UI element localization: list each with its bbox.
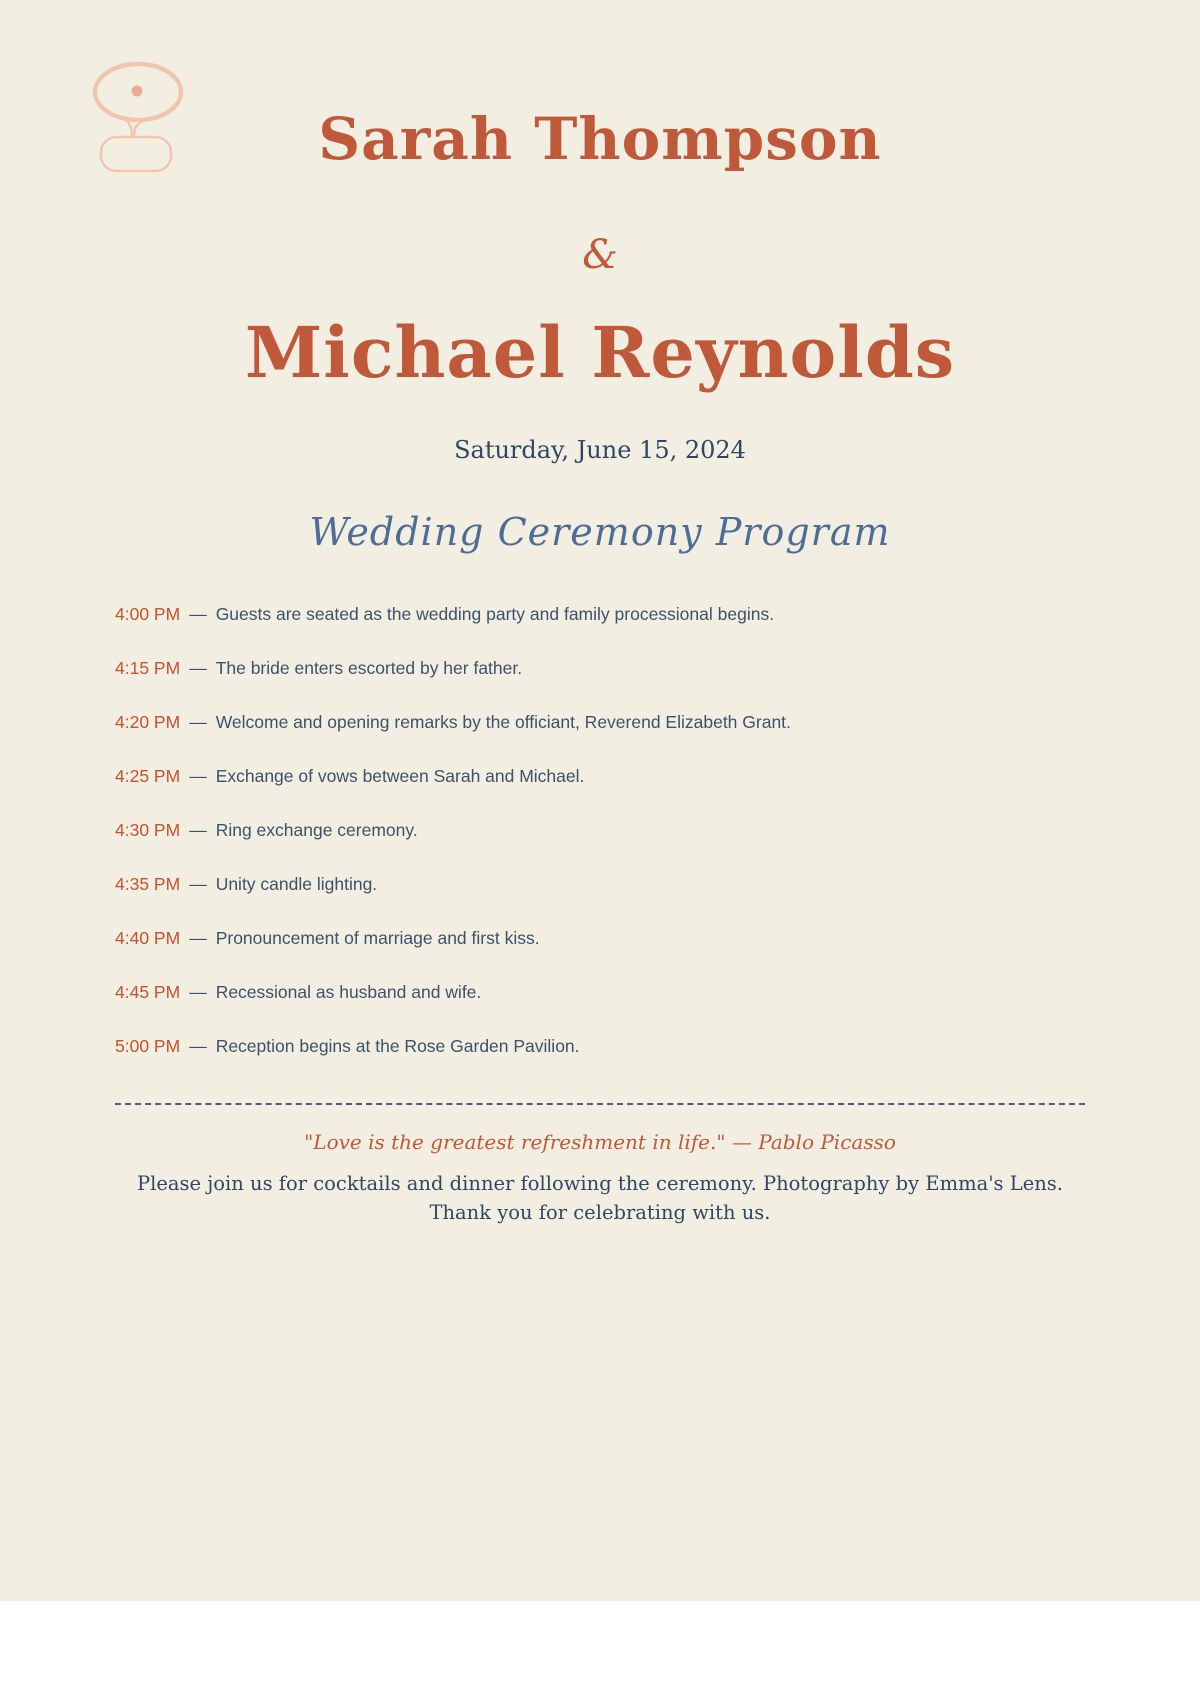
- event-date: Saturday, June 15, 2024: [454, 436, 746, 465]
- schedule-item: [115, 655, 1085, 681]
- schedule-item: [115, 979, 1085, 1005]
- schedule-item: [115, 601, 1085, 627]
- abstract-glass-icon: [85, 57, 185, 177]
- schedule-description: Guests are seated as the wedding party and family processional begins.: [215, 604, 775, 625]
- schedule-separator: —: [189, 982, 207, 1003]
- schedule-item: [115, 709, 1085, 735]
- schedule-description: Recessional as husband and wife.: [215, 982, 482, 1003]
- schedule-description: Exchange of vows between Sarah and Michael.: [215, 766, 585, 787]
- quote: "Love is the greatest refreshment in life." — Pablo Picasso: [304, 1130, 896, 1155]
- schedule-separator: —: [189, 820, 207, 841]
- schedule-time: 4:45 PM: [115, 982, 181, 1003]
- schedule-description: Pronouncement of marriage and first kiss.: [215, 928, 540, 949]
- schedule-separator: —: [189, 1036, 207, 1057]
- schedule-item: [115, 1033, 1085, 1059]
- schedule-separator: —: [189, 658, 207, 679]
- schedule-item: [115, 763, 1085, 789]
- ampersand: &: [582, 231, 618, 278]
- bride-name: Sarah Thompson: [318, 105, 882, 173]
- schedule-item: [115, 817, 1085, 843]
- schedule-separator: —: [189, 928, 207, 949]
- schedule-description: Unity candle lighting.: [215, 874, 378, 895]
- dashed-divider: [115, 1103, 1085, 1105]
- schedule-time: 4:20 PM: [115, 712, 181, 733]
- schedule-separator: —: [189, 874, 207, 895]
- schedule-description: The bride enters escorted by her father.: [215, 658, 523, 679]
- schedule-description: Ring exchange ceremony.: [215, 820, 418, 841]
- schedule-time: 5:00 PM: [115, 1036, 181, 1057]
- schedule-time: 4:40 PM: [115, 928, 181, 949]
- schedule-item: [115, 925, 1085, 951]
- groom-name: Michael Reynolds: [244, 310, 956, 394]
- schedule-description: Reception begins at the Rose Garden Pavilion.: [215, 1036, 580, 1057]
- schedule-list: [115, 601, 1085, 1059]
- schedule-separator: —: [189, 604, 207, 625]
- schedule-time: 4:35 PM: [115, 874, 181, 895]
- schedule-time: 4:30 PM: [115, 820, 181, 841]
- schedule-time: 4:25 PM: [115, 766, 181, 787]
- program-title: Wedding Ceremony Program: [309, 509, 891, 554]
- schedule-separator: —: [189, 712, 207, 733]
- schedule-separator: —: [189, 766, 207, 787]
- schedule-description: Welcome and opening remarks by the officiant, Reverend Elizabeth Grant.: [215, 712, 791, 733]
- schedule-item: [115, 871, 1085, 897]
- schedule-time: 4:00 PM: [115, 604, 181, 625]
- closing-note: Please join us for cocktails and dinner following the ceremony. Photography by Emma's Lens. Thank you for celebrating with us.: [136, 1172, 1064, 1225]
- schedule-time: 4:15 PM: [115, 658, 181, 679]
